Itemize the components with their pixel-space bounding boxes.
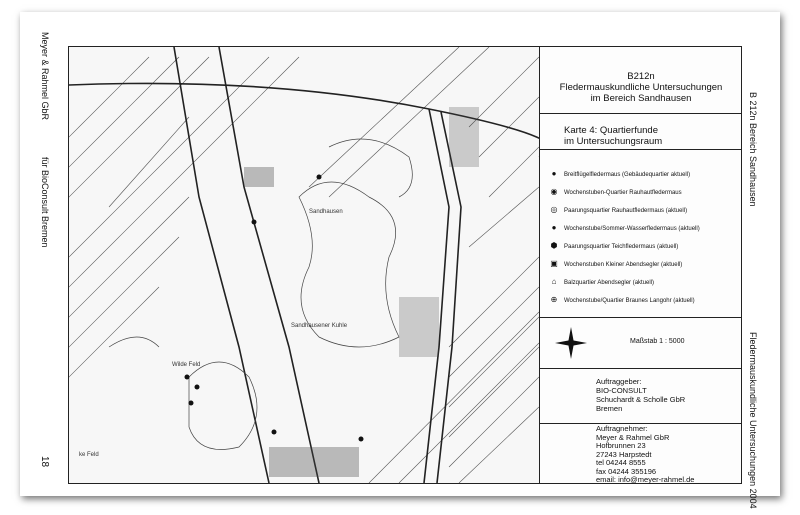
client-line: BIO-CONSULT <box>596 386 647 395</box>
circle-cross-icon: ⊕ <box>550 295 558 304</box>
scale-label: Maßstab 1 : 5000 <box>630 338 685 345</box>
filled-circle-icon: ● <box>551 223 557 232</box>
circle-dot-icon: ◉ <box>550 187 558 196</box>
legend-item: ● Breitflügelfledermaus (Gebäudequartier aktuell) <box>551 169 691 178</box>
client-heading: Auftraggeber: <box>596 377 642 386</box>
title-line1: B212n <box>627 71 655 82</box>
legend-item: ⊕ Wochenstube/Quartier Braunes Langohr (aktuell) <box>550 295 695 304</box>
map-label-area: Sandhausen <box>309 209 343 215</box>
title-line2: Fledermauskundliche Untersuchungen <box>559 82 723 93</box>
north-arrow-icon <box>554 326 588 360</box>
legend-item: ▣ Wochenstuben Kleiner Abendsegler (aktuell) <box>550 259 683 268</box>
document-page <box>20 12 780 509</box>
map-title-line1: Karte 4: Quartierfunde <box>564 125 658 136</box>
legend-item: ◉ Wochenstuben-Quartier Rauhautfledermaus <box>550 187 682 196</box>
map-title-line2: im Untersuchungsraum <box>564 136 663 147</box>
contractor-line: Hofbrunnen 23 <box>596 441 646 450</box>
page-number: 18 <box>39 456 50 468</box>
left-header: Meyer & Rahmel GbR <box>40 32 50 121</box>
right-footer: Fledermauskundliche Untersuchungen 2004 <box>748 332 758 509</box>
map-frame <box>68 46 742 484</box>
scale-block <box>540 317 742 369</box>
house-icon: ⌂ <box>551 277 557 286</box>
legend-block <box>540 149 742 318</box>
map-label-feld: ke Feld <box>79 452 99 458</box>
contractor-line: tel 04244 8555 <box>596 458 646 467</box>
circle-dot-icon: ◎ <box>550 205 558 214</box>
contractor-line: email: info@meyer-rahmel.de <box>596 475 695 484</box>
legend-panel <box>539 47 742 483</box>
contractor-line: Meyer & Rahmel GbR <box>596 432 670 442</box>
map-title-block <box>540 113 742 150</box>
title-block <box>540 47 742 114</box>
hexagon-icon: ⬢ <box>550 241 558 250</box>
filled-dot-icon: ● <box>551 169 557 178</box>
square-icon: ▣ <box>550 259 558 268</box>
title-line3: im Bereich Sandhausen <box>590 93 692 104</box>
legend-item: ⬢ Paarungsquartier Teichfledermaus (aktuell) <box>550 241 679 250</box>
map-label-field: Wilde Feld <box>172 362 201 368</box>
map-label-lake: Sandhausener Kuhle <box>291 323 348 329</box>
contractor-heading: Auftragnehmer: <box>596 424 648 433</box>
legend-item: ◎ Paarungsquartier Rauhautfledermaus (aktuell) <box>550 205 688 214</box>
client-line: Bremen <box>596 404 623 413</box>
client-line: Schuchardt & Scholle GbR <box>596 395 686 404</box>
legend-item: ● Wochenstube/Sommer-Wasserfledermaus (aktuell) <box>551 223 700 232</box>
right-header: B 212n Bereich Sandhausen <box>748 92 758 207</box>
contractor-line: 27243 Harpstedt <box>596 449 652 459</box>
legend-item: ⌂ Balzquartier Abendsegler (aktuell) <box>551 277 655 286</box>
left-footer: für BioConsult Bremen <box>40 157 50 248</box>
contractor-block <box>540 423 742 483</box>
map-drawing <box>69 47 539 483</box>
contractor-line: fax 04244 355196 <box>596 466 657 476</box>
client-block <box>540 367 742 424</box>
topographic-map <box>69 47 539 483</box>
